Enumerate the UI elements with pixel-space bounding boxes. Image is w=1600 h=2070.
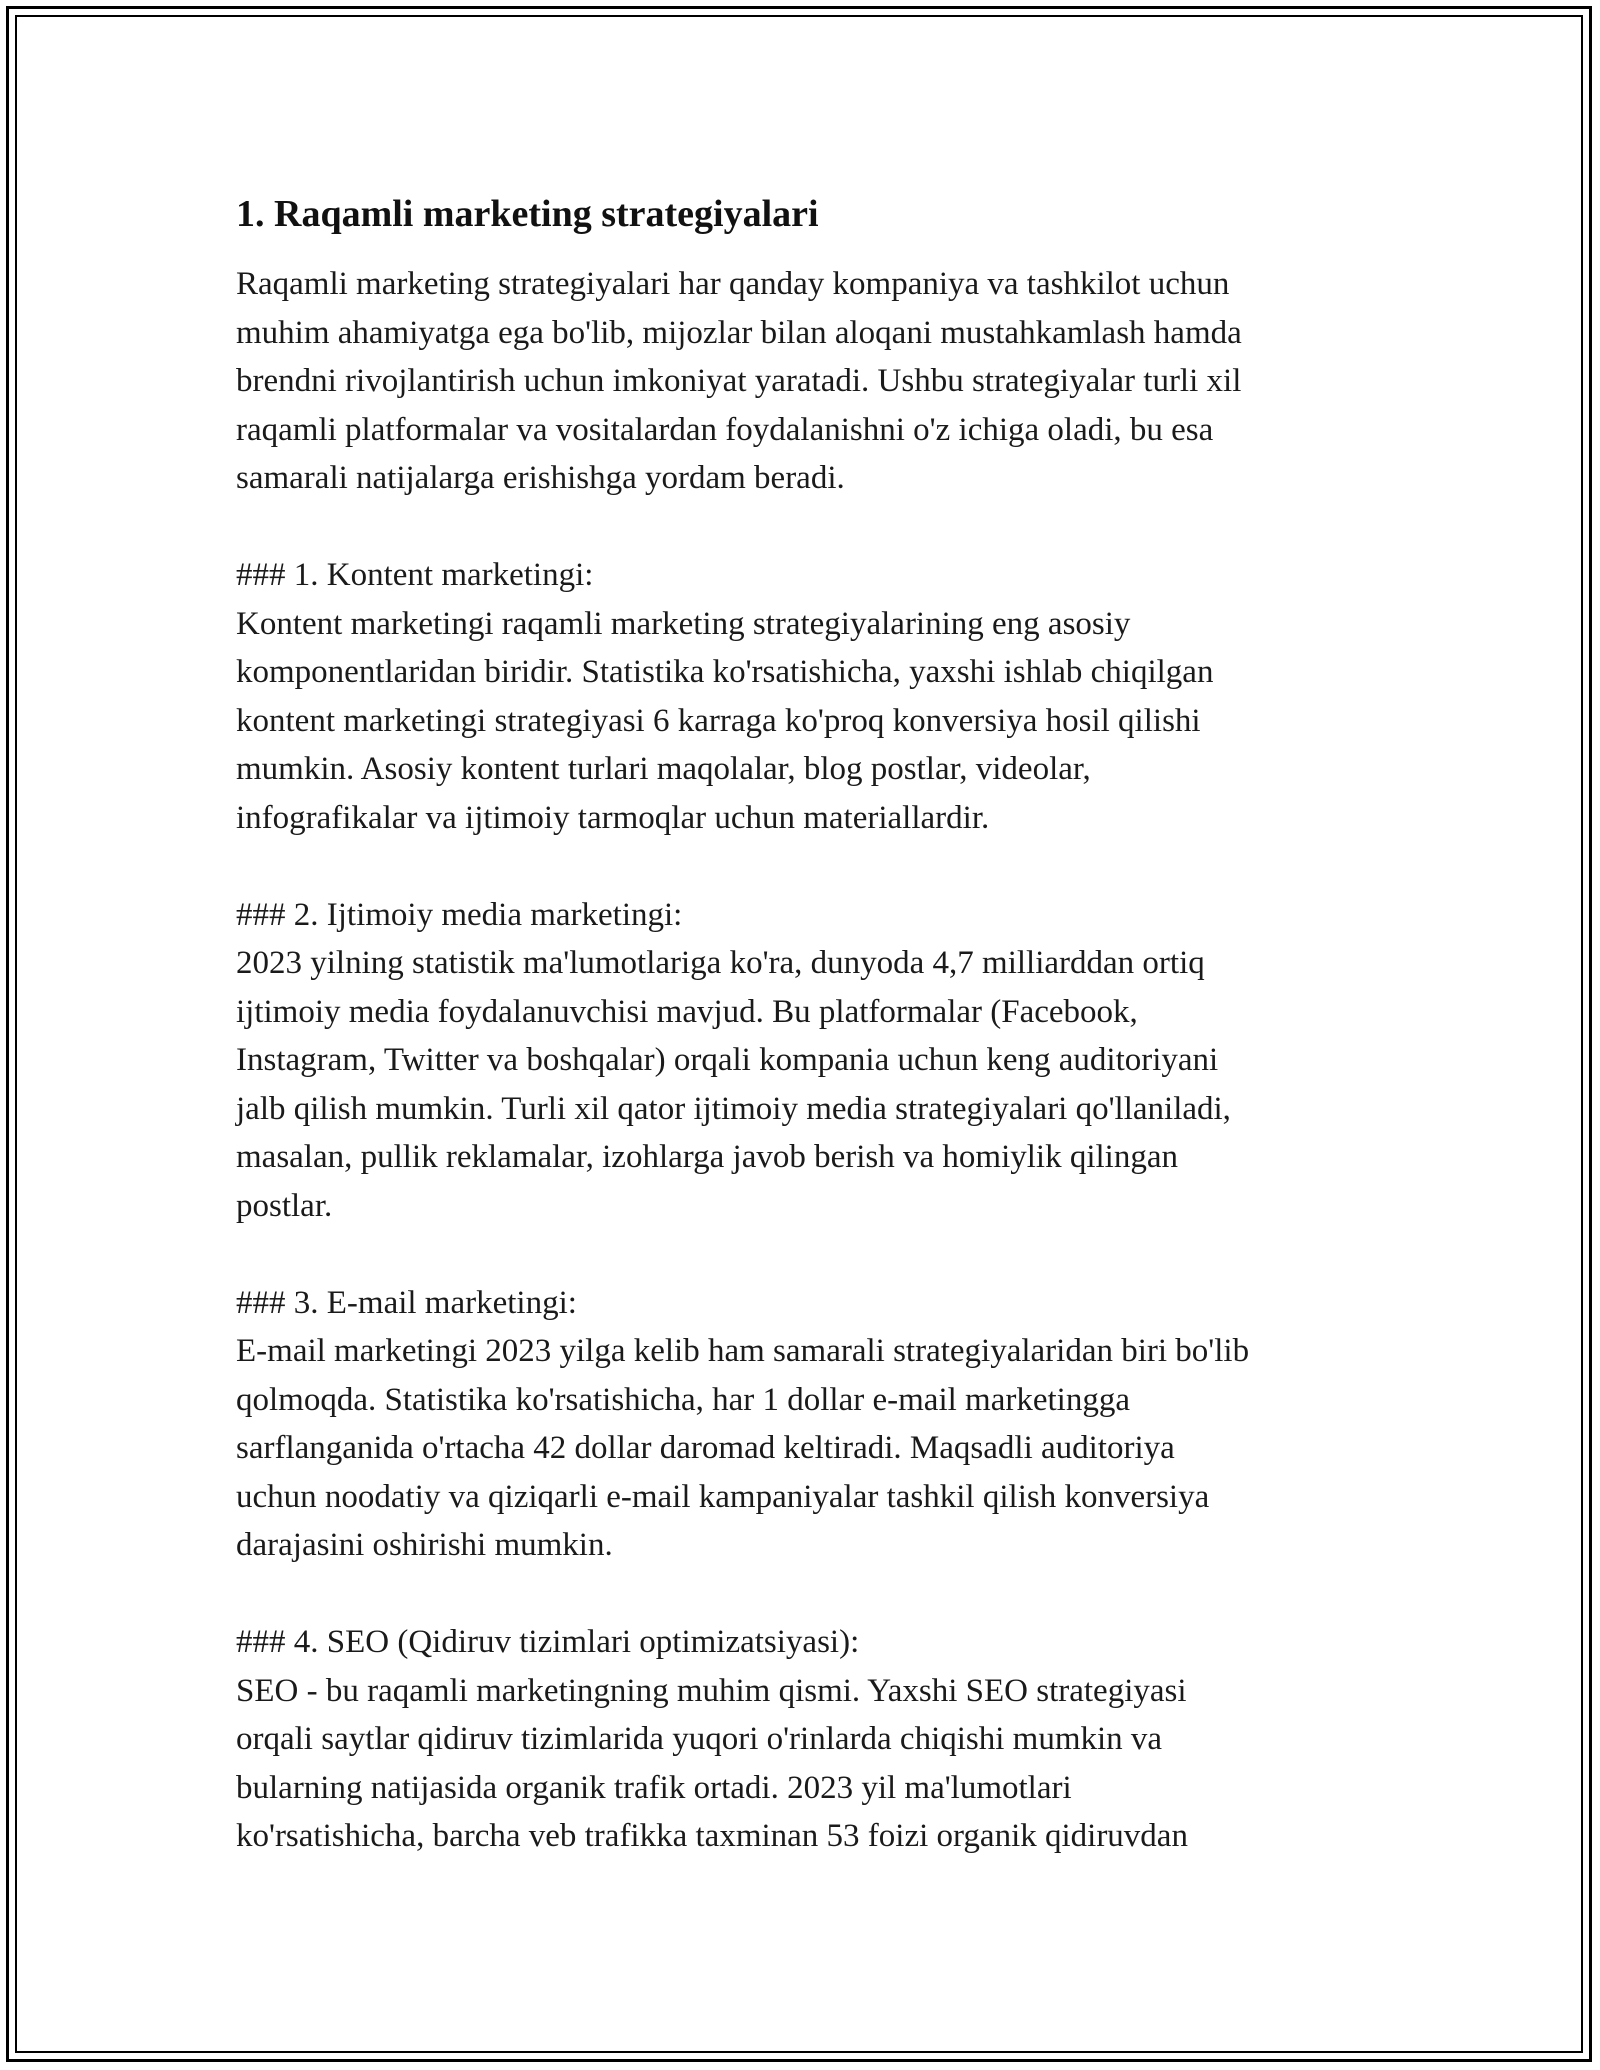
section-social-media-marketing xyxy=(236,891,1386,1231)
document-body xyxy=(236,188,1386,1861)
section-spacer xyxy=(236,1570,1386,1619)
intro-paragraph: Raqamli marketing strategiyalari har qanday kompaniya va tashkilot uchun muhim ahamiyatga ega bo'lib, mijozlar bilan aloqani mustahkamlash hamda brendni rivojlantirish uchun imkoniyat yaratadi. Ushbu strategiyalar turli xil raqamli platformalar va vositalardan foydalanishni o'z ichiga oladi, bu esa samarali natijalarga erishishga yordam beradi. xyxy=(236,266,1242,496)
section-body: SEO - bu raqamli marketingning muhim qismi. Yaxshi SEO strategiyasi orqali saytlar qidiruv tizimlarida yuqori o'rinlarda chiqishi mumkin va bularning natijasida organik trafik ortadi. 2023 yil ma'lumotlari ko'rsatishicha, barcha veb trafikka taxminan 53 foizi organik qidiruvdan xyxy=(236,1672,1188,1854)
document-title: 1. Raqamli marketing strategiyalari xyxy=(236,193,819,235)
section-email-marketing xyxy=(236,1279,1386,1570)
section-heading: ### 2. Ijtimoiy media marketingi: xyxy=(236,896,683,933)
section-content-marketing xyxy=(236,551,1386,842)
section-spacer xyxy=(236,842,1386,891)
section-body: 2023 yilning statistik ma'lumotlariga ko'ra, dunyoda 4,7 milliarddan ortiq ijtimoiy media foydalanuvchisi mavjud. Bu platformalar (Facebook, Instagram, Twitter va boshqalar) orqali kompania uchun keng auditoriyani jalb qilish mumkin. Turli xil qator ijtimoiy media strategiyalari qo'llaniladi, masalan, pullik reklamalar, izohlarga javob berish va homiylik qilingan postlar. xyxy=(236,945,1231,1224)
section-heading: ### 3. E-mail marketingi: xyxy=(236,1284,577,1321)
section-heading: ### 1. Kontent marketingi: xyxy=(236,557,594,593)
section-spacer xyxy=(236,503,1386,552)
section-body: Kontent marketingi raqamli marketing strategiyalarining eng asosiy komponentlaridan biridir. Statistika ko'rsatishicha, yaxshi ishlab chiqilgan kontent marketingi strategiyasi 6 karraga ko'proq konversiya hosil qilishi mumkin. Asosiy kontent turlari maqolalar, blog postlar, videolar, infografikalar va ijtimoiy tarmoqlar uchun materiallardir. xyxy=(236,605,1214,836)
section-body: E-mail marketingi 2023 yilga kelib ham samarali strategiyalaridan biri bo'lib qolmoqda. Statistika ko'rsatishicha, har 1 dollar e-mail marketingga sarflanganida o'rtacha 42 dollar daromad keltiradi. Maqsadli auditoriya uchun noodatiy va qiziqarli e-mail kampaniyalar tashkil qilish konversiya darajasini oshirishi mumkin. xyxy=(236,1333,1250,1563)
section-seo xyxy=(236,1618,1386,1861)
section-spacer xyxy=(236,1230,1386,1279)
section-heading: ### 4. SEO (Qidiruv tizimlari optimizatsiyasi): xyxy=(236,1624,860,1660)
